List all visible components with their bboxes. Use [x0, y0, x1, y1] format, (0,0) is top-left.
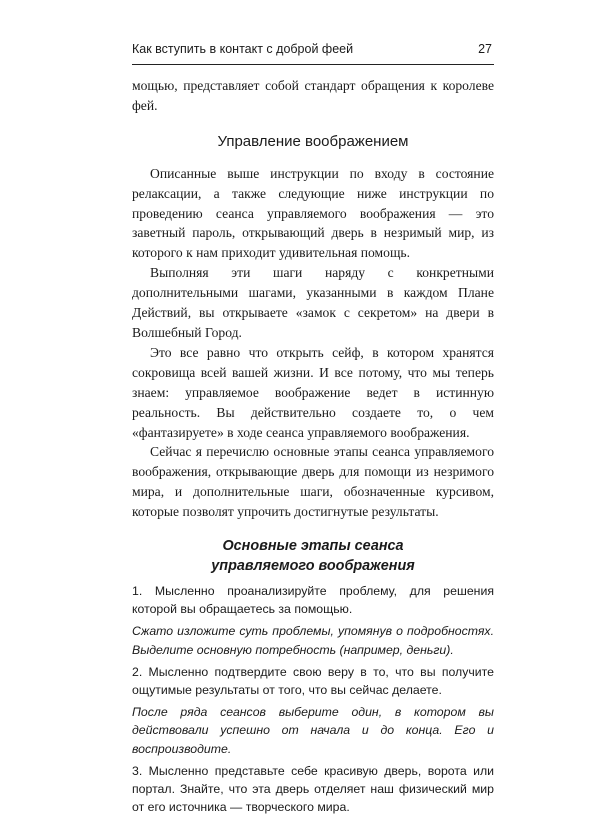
paragraph: Выполняя эти шаги наряду с конкретными дополнительными шагами, указанными в каждом Плане Действий, вы открываете «замок с секретом» на двери в Волшебный Город.	[132, 265, 494, 340]
steps-list	[132, 582, 494, 816]
paragraph: Описанные выше инструкции по входу в состояние релаксации, а также следующие ниже инструкции по проведению сеанса управляемого воображения — это заветный пароль, открывающий дверь в незримый мир, из которого к нам приходит удивительная помощь.	[132, 165, 494, 261]
step-note: После ряда сеансов выберите один, в котором вы действовали успешно от начала и до конца. Его и воспроизводите.	[132, 705, 494, 756]
page-number: 27	[478, 42, 492, 56]
steps-title	[132, 536, 494, 576]
step-item: 1. Мысленно проанализируйте проблему, для решения которой вы обращаетесь за помощью.	[132, 584, 494, 617]
paragraph: Это все равно что открыть сейф, в котором хранятся сокровища всей вашей жизни. И все потому, что мы теперь знаем: управляемое воображение ведет в истинную реальность. Вы действительно создаете то, о чем «фантазируете» в ходе сеанса управляемого воображения.	[132, 344, 494, 440]
chapter-title: Как вступить в контакт с доброй феей	[132, 42, 354, 56]
step-item: 2. Мысленно подтвердите свою веру в то, что вы получите ощутимые результаты от того, что вы сейчас делаете.	[132, 664, 494, 698]
running-header	[132, 40, 494, 65]
paragraph-continuation: мощью, представляет собой стандарт обращения к королеве фей.	[132, 78, 494, 113]
step-item: 3. Мысленно представьте себе красивую дверь, ворота или портал. Знайте, что эта дверь отделяет наш физический мир от его источника — творческого мира.	[132, 763, 494, 815]
steps-title-line: Основные этапы сеанса	[222, 538, 404, 555]
body-text	[132, 76, 494, 820]
steps-title-line: управляемого воображения	[211, 558, 415, 575]
section-heading: Управление воображением	[217, 132, 409, 150]
paragraph: Сейчас я перечислю основные этапы сеанса управляемого воображения, открывающие дверь для помощи из незримого мира, и дополнительные шаги, обозначенные курсивом, которые позволят упрочить достигнутые результаты.	[132, 444, 494, 520]
step-note: Сжато изложите суть проблемы, упомянув о подробностях. Выделите основную потребность (например, деньги).	[132, 624, 494, 657]
